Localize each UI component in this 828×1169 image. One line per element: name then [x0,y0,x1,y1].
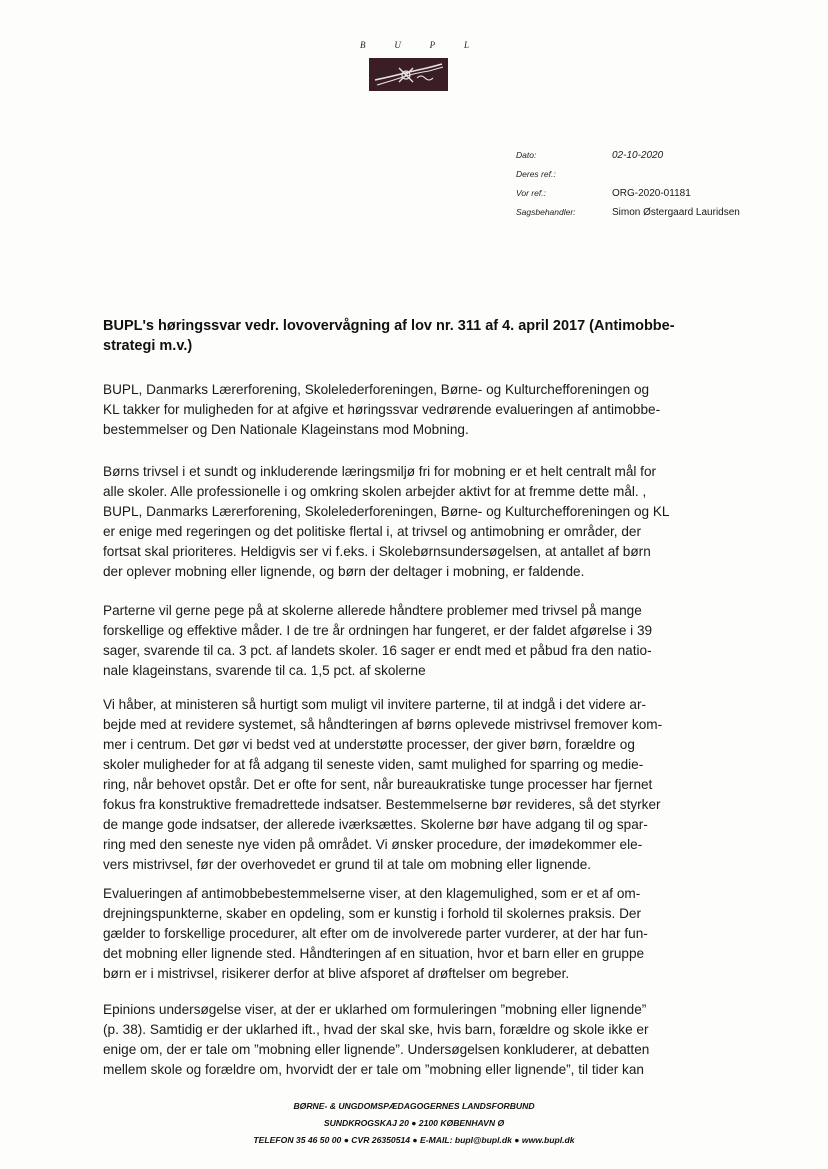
document-meta [500,150,740,226]
document-title: BUPL's høringssvar vedr. lovovervågning af lov nr. 311 af 4. april 2017 (Antimobbe- strategi m.v.) [103,318,675,354]
body-paragraph: Epinions undersøgelse viser, at der er uklarhed om formuleringen ”mobning eller lignende” (p. 38). Samtidig er der uklarhed ift., hvad der skal ske, hvis barn, forældre og skole ikke er enige om, der er tale om ”mobning eller lignende”. Undersøgelsen konkluderer, at debatten mellem skole og forældre om, hvorvidt der er tale om ”mobning eller lignende”, til tider kan [103,1002,650,1077]
logo-letter: B [360,40,367,50]
body-paragraph: BUPL, Danmarks Lærerforening, Skolelederforeningen, Børne- og Kulturchefforeningen og KL takker for muligheden for at afgive et høringssvar vedrørende evalueringen af antimobbe- bestemmelser og Den Nationale Klageinstans mod Mobning. [103,382,661,437]
meta-label: Dato: [516,150,537,160]
footer-organisation: BØRNE- & UNGDOMSPÆDAGOGERNES LANDSFORBUND [293,1101,535,1111]
body-paragraph: Børns trivsel i et sundt og inkluderende læringsmiljø fri for mobning er et helt centralt mål for alle skoler. Alle professionelle i og omkring skolen arbejder aktivt for at fremme dette mål. , BUPL, Danmarks Lærerforening, Skolelederforeningen, Børne- og Kulturchefforeningen og KL er enige med regeringen og det politiske flertal i, at trivsel og antimobning er områder, der fortsat skal prioriteres. Heldigvis ser vi f.eks. i Skolebørnsundersøgelsen, at antallet af børn der oplever mobning eller lignende, og børn der deltager i mobning, er faldende. [103,464,670,579]
logo-letter: U [394,40,402,50]
logo-letters [360,40,470,50]
meta-label: Deres ref.: [516,169,556,179]
meta-value: Simon Østergaard Lauridsen [612,207,740,218]
bupl-logo-icon [369,58,448,91]
meta-row-date [500,150,740,169]
footer-contact: TELEFON 35 46 50 00 ● CVR 26350514 ● E-MAIL: bupl@bupl.dk ● www.bupl.dk [253,1135,575,1145]
meta-value: ORG-2020-01181 [612,188,691,199]
letterhead-footer [0,1098,828,1149]
logo-letter: L [463,40,470,50]
logo-letter: P [429,40,437,50]
meta-row-case-officer [500,207,740,226]
meta-row-our-ref [500,188,740,207]
body-paragraph: Evalueringen af antimobbebestemmelserne viser, at den klagemulighed, som er et af om- drejningspunkterne, skaber en opdeling, som er kunstig i forhold til skolernes praksis. Der gælder to forskellige procedurer, alt efter om de involverede parter vurderer, at der har fun- det mobning eller lignende sted. Håndteringen af en situation, hvor et barn eller en gruppe børn er i mistrivsel, risikerer derfor at blive afsporet af drøftelser om begreber. [103,886,648,981]
meta-label: Vor ref.: [516,188,546,198]
body-paragraph: Vi håber, at ministeren så hurtigt som muligt vil invitere parterne, til at indgå i det videre ar- bejde med at revidere systemet, så håndteringen af børns oplevede mistrivsel fremover kom- mer i centrum. Det gør vi bedst ved at understøtte processer, der giver børn, forældre og skoler muligheder for at få adgang til seneste viden, samt mulighed for sparring og mediе- ring, når behovet opstår. Det er ofte for sent, når bureaukratiske tunge processer har fjernet fokus fra konstruktive fremadrettede indsatser. Bestemmelserne bør revideres, så det styrker de mange gode indsatser, der allerede iværksættes. Skolerne bør have adgang til og spar- ring med den seneste nye viden på området. Vi ønsker procedure, der imødekommer ele- vers mistrivsel, før der overhovedet er grund til at tale om mobning eller lignende. [103,697,663,872]
body-paragraph: Parterne vil gerne pege på at skolerne allerede håndtere problemer med trivsel på mange forskellige og effektive måder. I de tre år ordningen har fungeret, er der faldet afgørelse i 39 sager, svarende til ca. 3 pct. af landets skoler. 16 sager er endt med et påbud fra den natio- nale klageinstans, svarende til ca. 1,5 pct. af skolerne [103,603,653,678]
meta-row-your-ref [500,169,740,188]
meta-value: 02-10-2020 [612,150,664,161]
footer-address: SUNDKROGSKAJ 20 ● 2100 KØBENHAVN Ø [323,1118,505,1128]
meta-label: Sagsbehandler: [516,207,576,217]
